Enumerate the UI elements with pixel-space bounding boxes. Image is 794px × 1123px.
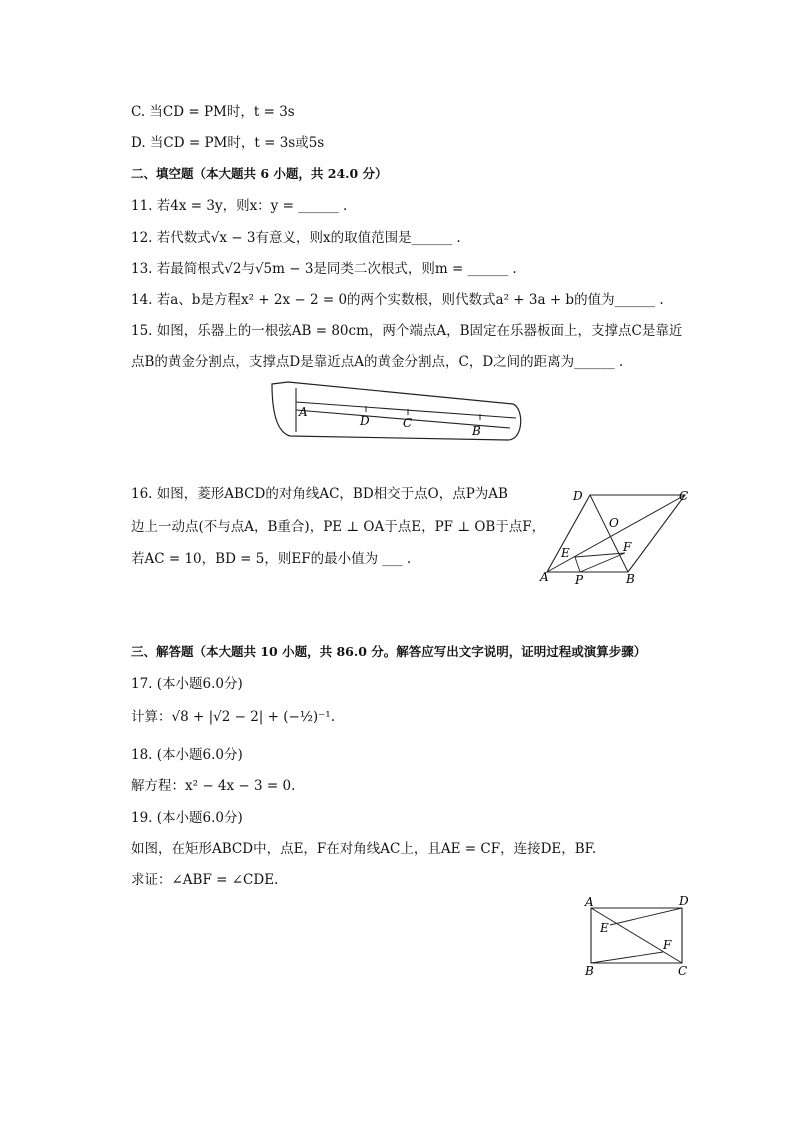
rhombus-figure [530, 484, 700, 590]
rect-b-label: B [585, 964, 594, 978]
question-19-prove: 求证：∠ABF = ∠CDE. [131, 872, 279, 888]
rect-d-label: D [679, 894, 689, 908]
question-18-heading: 18. (本小题6.0分) [131, 747, 243, 763]
question-19-heading: 19. (本小题6.0分) [131, 810, 243, 826]
option-c: C. 当CD = PM时，t = 3s [131, 104, 295, 120]
point-d-label: D [360, 414, 370, 428]
question-16-line-2: 边上一动点(不与点A，B重合)，PE ⊥ OA于点E，PF ⊥ OB于点F， [131, 519, 546, 535]
question-16-line-1: 16. 如图，菱形ABCD的对角线AC，BD相交于点O，点P为AB [131, 486, 508, 502]
rhombus-f-label: F [623, 540, 632, 554]
question-19-body: 如图，在矩形ABCD中，点E，F在对角线AC上，且AE = CF，连接DE，BF. [131, 841, 597, 857]
rhombus-e-label: E [561, 546, 570, 560]
rect-f-label: F [663, 938, 672, 952]
rectangle-figure [580, 892, 698, 980]
rhombus-p-label: P [575, 573, 584, 587]
section-3-heading: 三、解答题（本大题共 10 小题，共 86.0 分。解答应写出文字说明，证明过程或演算步骤） [131, 644, 647, 659]
rhombus-o-label: O [609, 516, 619, 530]
question-12: 12. 若代数式√x − 3有意义，则x的取值范围是______ . [131, 230, 461, 246]
question-13: 13. 若最简根式√2与√5m − 3是同类二次根式，则m = ______ . [131, 261, 517, 277]
option-d: D. 当CD = PM时，t = 3s或5s [131, 135, 325, 151]
rect-e-label: E [600, 921, 609, 935]
rect-a-label: A [585, 895, 594, 909]
question-17-body: 计算：√8 + |√2 − 2| + (−½)⁻¹. [131, 709, 336, 725]
rhombus-c-label: C [679, 489, 689, 503]
section-2-heading: 二、填空题（本大题共 6 小题，共 24.0 分） [131, 166, 388, 181]
question-17-heading: 17. (本小题6.0分) [131, 676, 243, 692]
point-c-label: C [403, 416, 413, 430]
instrument-figure [268, 380, 528, 442]
rhombus-a-label: A [540, 570, 549, 584]
question-15-line-2: 点B的黄金分割点，支撑点D是靠近点A的黄金分割点，C，D之间的距离为______ . [131, 354, 624, 370]
question-18-body: 解方程：x² − 4x − 3 = 0. [131, 778, 296, 794]
question-11: 11. 若4x = 3y，则x：y = ______ . [131, 198, 348, 214]
rhombus-b-label: B [626, 572, 635, 586]
rect-c-label: C [678, 964, 688, 978]
point-b-label: B [472, 424, 481, 438]
point-a-label: A [299, 405, 308, 419]
question-16-line-3: 若AC = 10，BD = 5，则EF的最小值为 ___ . [131, 551, 412, 567]
rhombus-d-label: D [573, 489, 583, 503]
question-15-line-1: 15. 如图，乐器上的一根弦AB = 80cm，两个端点A，B固定在乐器板面上，支撑点C是靠近 [131, 323, 683, 339]
question-14: 14. 若a、b是方程x² + 2x − 2 = 0的两个实数根，则代数式a² + 3a + b的值为______ . [131, 292, 664, 308]
